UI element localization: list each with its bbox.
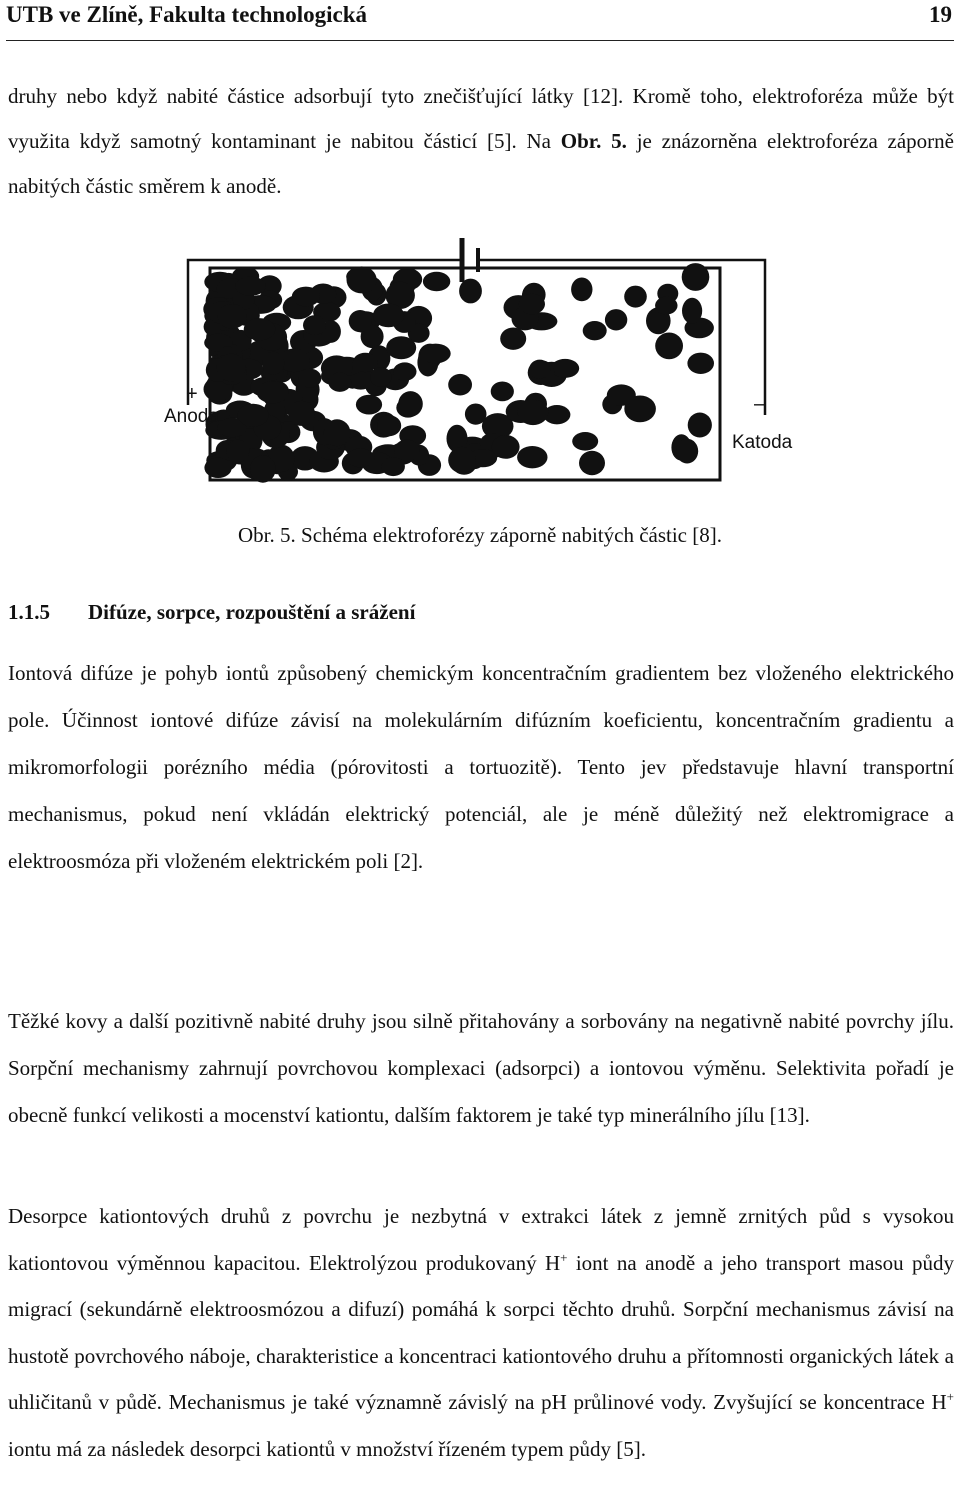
particle (500, 328, 526, 350)
electrophoresis-diagram (160, 230, 800, 485)
particle (226, 440, 249, 463)
particle (262, 352, 284, 375)
particle (655, 297, 677, 315)
paragraph-desorption (8, 1193, 954, 1472)
particle (583, 321, 607, 340)
particle (655, 333, 683, 360)
particle (235, 277, 266, 296)
section-title: Difúze, sorpce, rozpouštění a srážení (88, 600, 416, 624)
particle (448, 374, 472, 396)
particle (292, 287, 320, 307)
particle (459, 279, 482, 304)
particle (688, 413, 712, 438)
particle (605, 309, 627, 330)
particle (571, 278, 592, 302)
superscript: + (560, 1249, 568, 1265)
particle (517, 446, 547, 468)
paragraph-sorption: Těžké kovy a další pozitivně nabité druhy jsou silně přitahovány a sorbovány na negativně nabité povrchy jílu. Sorpční mechanismy zahrnují povrchovou komplexaci (adsorpci) a iontovou výměnu. Selektivita pořadí je obecně funkcí velikosti a mocenství kationtu, dalším faktorem je také typ minerálního jílu [13]. (8, 1009, 954, 1127)
particle (682, 298, 702, 324)
particle (398, 391, 423, 417)
paragraph-diffusion: Iontová difúze je pohyb iontů způsobený chemickým koncentračním gradientem bez vloženého elektrického pole. Účinnost iontové difúze závisí na molekulárním difúzním koeficientu, koncentračním gradientu a mikromorfologii porézního média (pórovitosti a tortuozitě). Tento jev představuje hlavní transportní mechanismus, pokud není vkládán elektrický potenciál, ale je méně důležitý než elektromigrace a elektroosmóza při vloženém elektrickém poli [2]. (8, 661, 954, 873)
particle (288, 401, 315, 426)
paragraph-text: iont na anodě a jeho transport masou půdy migrací (sekundárně elektroosmózou a difuzí) pomáhá k sorpci těchto druhů. Sorpční mechanismus závisí na hustotě povrchového náboje, charakteristice a koncentraci kationtového druhu a přítomnosti organických látek a uhličitanů v půdě. Mechanismus je také významně závislý na pH průlinové vody. Zvyšující se koncentrace H (8, 1250, 954, 1414)
particle (324, 419, 351, 446)
particle (257, 381, 289, 403)
particle (491, 382, 514, 402)
particle (244, 318, 276, 340)
particle (218, 304, 247, 329)
particle (551, 359, 579, 378)
particle (349, 310, 372, 332)
page-header (6, 0, 954, 41)
section-heading (8, 600, 415, 625)
particle (250, 455, 276, 482)
cathode-label: Katoda (732, 432, 793, 453)
particle (382, 457, 405, 476)
paragraph-text: druhy nebo když nabité částice adsorbují tyto znečišťující látky [12]. Kromě toho, elektroforéza může být využita když samotný kontaminant je nabitou částicí [5]. Na (8, 84, 954, 153)
particle (347, 449, 375, 468)
particle (465, 404, 487, 425)
particle (328, 373, 351, 392)
particle (518, 400, 549, 425)
anode-sign: + (186, 383, 198, 405)
particle (529, 360, 550, 379)
paragraph-electrophoresis (8, 74, 954, 209)
particle (373, 304, 404, 328)
paragraph-text: je znázorněna elektroforéza záporně nabitých částic směrem k anodě. (8, 129, 954, 198)
particle (579, 451, 605, 475)
particle (687, 353, 714, 374)
particles-group (203, 263, 714, 483)
particle (423, 272, 450, 291)
particle (204, 458, 231, 478)
particle (421, 344, 451, 364)
particle (676, 439, 698, 464)
particle (572, 432, 598, 451)
page-number: 19 (929, 2, 952, 27)
particle (347, 266, 377, 293)
particle (682, 263, 710, 291)
particle (607, 384, 636, 405)
particle (386, 336, 416, 359)
paragraph-text: Desorpce kationtových druhů z povrchu je nezbytná v extrakci látek z jemně zrnitých půd s vysokou kationtovou výměnnou kapacitou. Elektrolýzou produkovaný H (8, 1204, 954, 1275)
figure-reference: Obr. 5. (560, 129, 627, 153)
particle (448, 447, 476, 473)
figure-caption: Obr. 5. Schéma elektroforézy záporně nabitých částic [8]. (238, 523, 722, 547)
electrophoresis-figure (160, 230, 800, 485)
particle (624, 286, 647, 308)
particle (217, 354, 246, 382)
particle (238, 404, 269, 427)
particle (303, 315, 326, 335)
particle (353, 353, 378, 372)
particle (356, 395, 382, 415)
cathode-sign: – (754, 393, 766, 415)
particle (393, 362, 416, 380)
anode-label: Anoda (164, 406, 219, 427)
school-name: UTB ve Zlíně, Fakultа technologická (6, 2, 367, 27)
paragraph-text: iontu má za následek desorpci kationtů v množství řízeném typem půdy [5]. (8, 1436, 646, 1461)
section-number: 1.1.5 (8, 600, 50, 624)
particle (519, 294, 545, 315)
superscript: + (946, 1389, 954, 1404)
particle (370, 367, 392, 387)
particle (377, 415, 401, 436)
particle (299, 369, 322, 388)
